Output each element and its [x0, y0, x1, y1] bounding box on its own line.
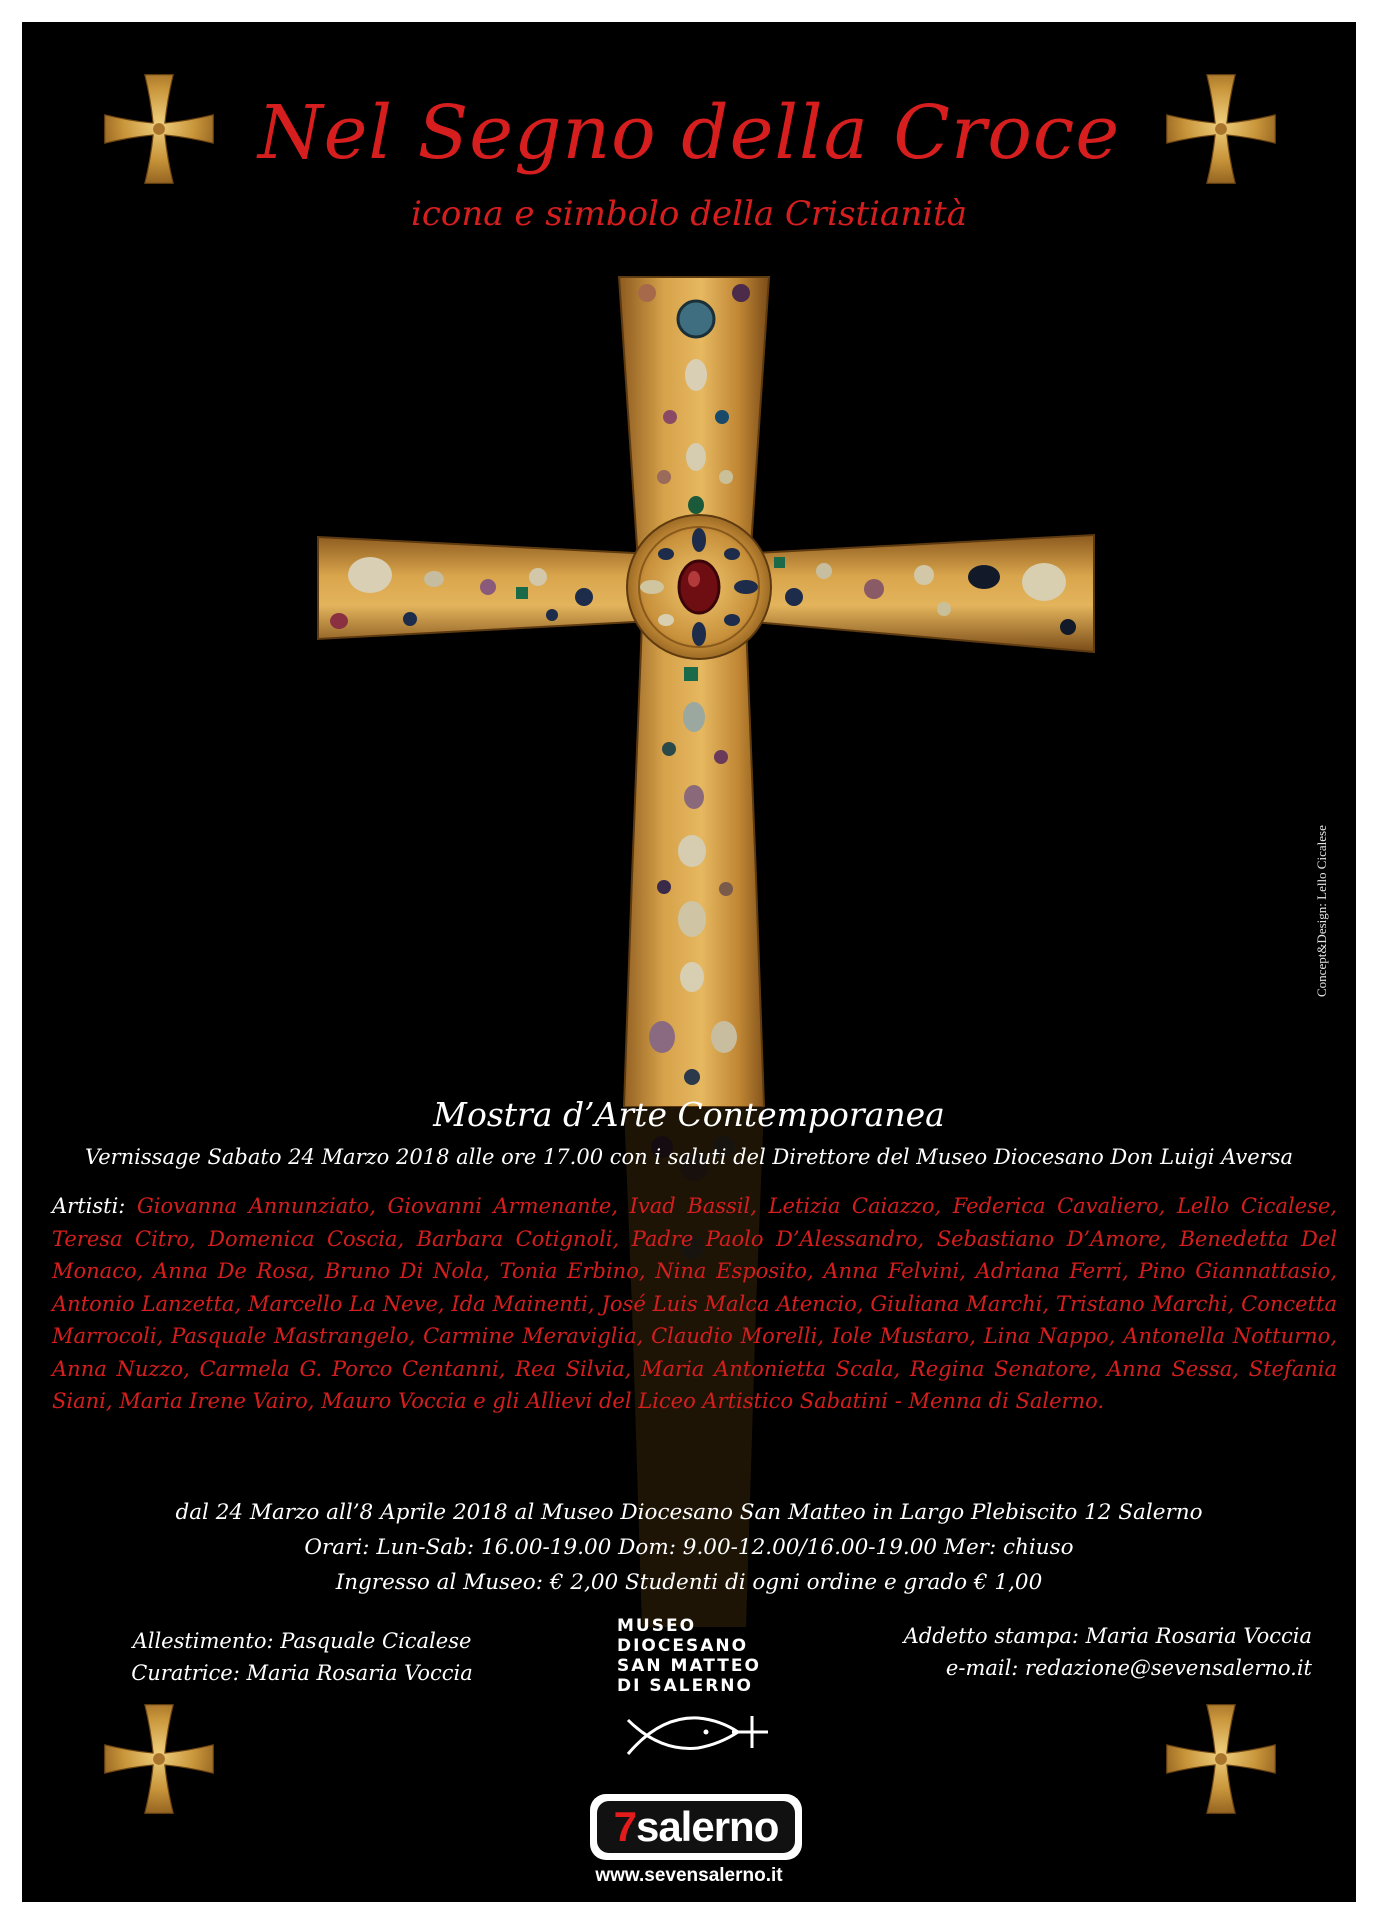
sevensalerno-logo-badge [597, 1801, 795, 1853]
museum-logo-line: DI SALERNO [617, 1676, 753, 1696]
logo-number: 7 [613, 1803, 636, 1850]
museum-logo-line: DIOCESANO [617, 1636, 749, 1656]
artists-names: Giovanna Annunziato, Giovanni Armenante, Ivad Bassil, Letizia Caiazzo, Federica Cavaliero, Lello Cicalese, Teresa Citro, Domenica Coscia, Barbara Cotignoli, Padre Paolo D’Alessandro, Sebastiano D’Amore, Benedetta Del Monaco, Anna De Rosa, Bruno Di Nola, Tonia Erbino, Nina Esposito, Anna Felvini, Adriana Ferri, Pino Giannattasio, Antonio Lanzetta, Marcello La Neve, Ida Mainenti, José Luis Malca Atencio, Giuliana Marchi, Tristano Marchi, Concetta Marrocoli, Pasquale Mastrangelo, Carmine Meraviglia, Claudio Morelli, Iole Mustaro, Lina Nappo, Antonella Notturno, Anna Nuzzo, Carmela G. Porco Centanni, Rea Silvia, Maria Antonietta Scala, Regina Senatore, Anna Sessa, Stefania Siani, Maria Irene Vairo, Mauro Voccia e gli Allievi del Liceo Artistico Sabatini - Menna di Salerno. [52, 1194, 1337, 1413]
press-contact: Addetto stampa: Maria Rosaria Voccia [903, 1624, 1312, 1648]
vernissage-text: Vernissage Sabato 24 Marzo 2018 alle ore 17.00 con i saluti del Direttore del Museo Diocesano Don Luigi Aversa [84, 1145, 1294, 1169]
curator-credit: Curatrice: Maria Rosaria Voccia [131, 1661, 473, 1685]
press-credits [812, 1620, 1312, 1684]
event-type: Mostra d’Arte Contemporanea [433, 1095, 945, 1134]
poster-title: Nel Segno della Croce [257, 90, 1121, 176]
jeweled-cross-icon [284, 257, 1114, 1107]
artists-label: Artisti: [52, 1194, 126, 1218]
cross-pattee-icon [100, 1700, 218, 1818]
museum-logo [617, 1616, 767, 1696]
press-email[interactable]: e-mail: redazione@sevensalerno.it [945, 1656, 1312, 1680]
opening-hours: Orari: Lun-Sab: 16.00-19.00 Dom: 9.00-12.00/16.00-19.00 Mer: chiuso [304, 1535, 1074, 1560]
logo-word: salerno [635, 1803, 779, 1850]
sevensalerno-logo [590, 1794, 802, 1860]
setup-credit: Allestimento: Pasquale Cicalese [132, 1629, 472, 1653]
ticket-prices: Ingresso al Museo: € 2,00 Studenti di ogni ordine e grado € 1,00 [335, 1570, 1043, 1595]
museum-logo-line: SAN MATTEO [617, 1656, 761, 1676]
sponsor-url[interactable]: www.sevensalerno.it [595, 1865, 783, 1886]
poster-subtitle: icona e simbolo della Cristianità [410, 194, 968, 234]
museum-logo-line: MUSEO [617, 1616, 697, 1636]
cross-pattee-icon [1162, 1700, 1280, 1818]
poster [22, 22, 1356, 1902]
artists-list [52, 1190, 1337, 1418]
design-credit: Concept&Design: Lello Cicalese [1314, 825, 1329, 997]
exhibition-dates: dal 24 Marzo all’8 Aprile 2018 al Museo Diocesano San Matteo in Largo Plebiscito 12 Salerno [175, 1500, 1203, 1525]
organizer-credits [92, 1625, 512, 1689]
fish-cross-icon [620, 1708, 770, 1768]
